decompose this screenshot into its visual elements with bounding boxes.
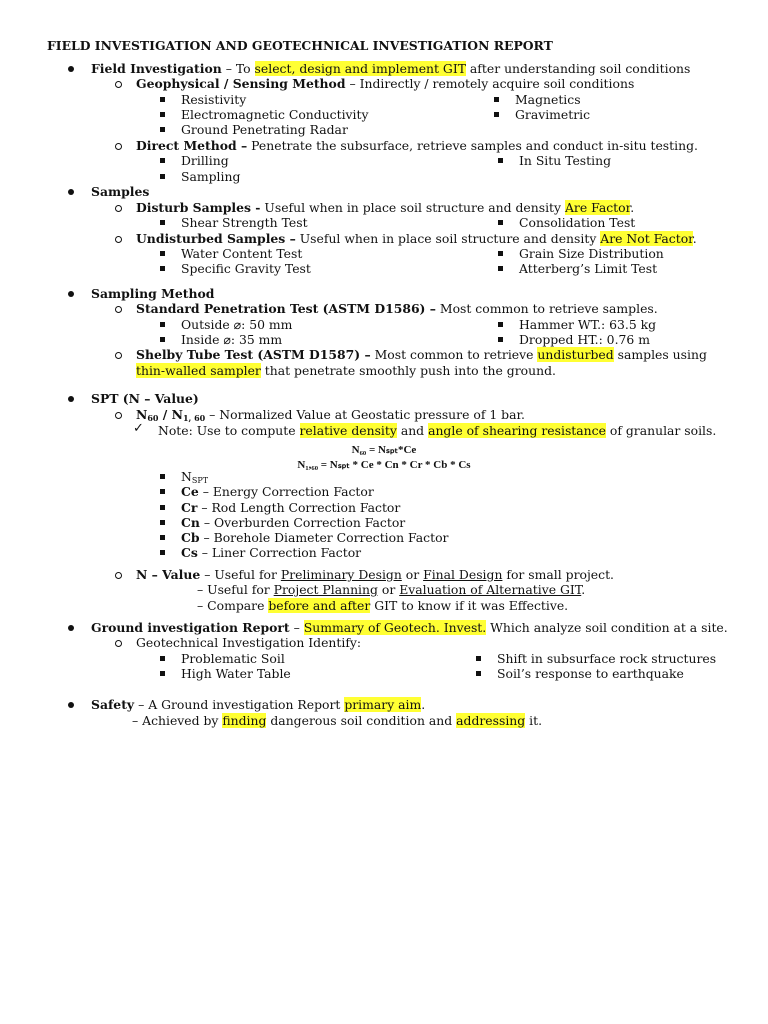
equation-n160: N₁,₆₀ = Nₛₚₜ * Ce * Cn * Cr * Cb * Cs <box>297 459 471 471</box>
n60-label-n: N <box>136 407 148 422</box>
safety-text: – Achieved by <box>132 713 223 728</box>
nvalue-underline-4: Evaluation of Alternative GIT <box>399 582 582 597</box>
direct-method-rest: Penetrate the subsurface, retrieve samples and conduct in-situ testing. <box>247 138 698 153</box>
square-bullet-icon <box>476 656 481 661</box>
square-bullet-icon <box>160 127 165 132</box>
geophysical-label: Geophysical / Sensing Method <box>136 76 346 91</box>
n60-sub-60: 60 <box>147 413 159 423</box>
note-mid: and <box>396 423 429 438</box>
circle-bullet-icon <box>115 236 122 243</box>
nvalue-text: . <box>581 582 586 597</box>
list-item: Shear Strength Test <box>181 215 308 230</box>
list-item: Magnetics <box>515 92 581 107</box>
disturb-samples-line <box>136 200 634 215</box>
list-item: Ground Penetrating Radar <box>181 122 348 137</box>
disturb-rest: Useful when in place soil structure and density <box>260 200 565 215</box>
factor-description: – Overburden Correction Factor <box>199 515 406 530</box>
shelby-line-1 <box>136 347 707 362</box>
square-bullet-icon <box>160 656 165 661</box>
square-bullet-icon <box>160 158 165 163</box>
shelby-rest-3: that penetrate smoothly push into the ground. <box>260 363 556 378</box>
shelby-highlight-1: undisturbed <box>537 347 614 362</box>
factor-description: – Energy Correction Factor <box>198 484 374 499</box>
nvalue-line-1 <box>136 567 614 582</box>
list-item: Grain Size Distribution <box>519 246 664 261</box>
list-item: Gravimetric <box>515 107 591 122</box>
ground-report-line <box>91 620 728 635</box>
factor-symbol: Cn <box>181 515 200 530</box>
circle-bullet-icon <box>115 143 122 150</box>
factor-symbol: Cs <box>181 545 198 560</box>
safety-rest: – A Ground investigation Report <box>134 697 345 712</box>
nvalue-underline-3: Project Planning <box>273 582 378 597</box>
n60-sub-160: 1, 60 <box>182 413 206 423</box>
nvalue-underline-2: Final Design <box>423 567 503 582</box>
undisturbed-rest: Useful when in place soil structure and density <box>295 231 601 246</box>
list-item: Sampling <box>181 169 241 184</box>
bullet-icon <box>68 189 74 195</box>
field-investigation-label: Field Investigation <box>91 61 222 76</box>
direct-method-label: Direct Method – <box>136 138 248 153</box>
safety-label: Safety <box>91 697 135 712</box>
circle-bullet-icon <box>115 306 122 313</box>
nvalue-line-3 <box>197 598 568 613</box>
n60-label-mid: / N <box>158 407 183 422</box>
shelby-line-2 <box>136 363 556 378</box>
list-item: Water Content Test <box>181 246 303 261</box>
check-mark-icon: ✓ <box>133 421 144 436</box>
shelby-highlight-2: thin-walled sampler <box>136 363 261 378</box>
square-bullet-icon <box>160 505 165 510</box>
note-end: of granular soils. <box>605 423 717 438</box>
note-highlight-1: relative density <box>299 423 397 438</box>
bullet-icon <box>68 396 74 402</box>
square-bullet-icon <box>160 174 165 179</box>
list-item: Soil’s response to earthquake <box>497 666 684 681</box>
circle-bullet-icon <box>115 412 122 419</box>
field-investigation-rest: after understanding soil conditions <box>465 61 691 76</box>
nvalue-label: N – Value <box>136 567 201 582</box>
shelby-rest-2: samples using <box>613 347 707 362</box>
list-item: Hammer WT.: 63.5 kg <box>519 317 657 332</box>
list-item: In Situ Testing <box>519 153 612 168</box>
safety-end: . <box>421 697 426 712</box>
list-item: Drilling <box>181 153 229 168</box>
list-item: High Water Table <box>181 666 291 681</box>
nvalue-text: or <box>377 582 400 597</box>
factor-symbol: Cb <box>181 530 200 545</box>
nvalue-text: – Useful for <box>197 582 274 597</box>
nspt-n: N <box>181 469 192 484</box>
spt-test-label: Standard Penetration Test (ASTM D1586) – <box>136 301 436 316</box>
undisturbed-samples-line <box>136 231 697 246</box>
list-item: Specific Gravity Test <box>181 261 311 276</box>
square-bullet-icon <box>160 671 165 676</box>
ground-report-dash: – <box>289 620 304 635</box>
list-item: Inside ⌀: 35 mm <box>181 332 283 347</box>
list-item: Outside ⌀: 50 mm <box>181 317 293 332</box>
bullet-icon <box>68 291 74 297</box>
square-bullet-icon <box>160 474 165 479</box>
circle-bullet-icon <box>115 205 122 212</box>
nvalue-text: – Useful for <box>200 567 281 582</box>
bullet-icon <box>68 625 74 631</box>
list-item: Resistivity <box>181 92 247 107</box>
square-bullet-icon <box>160 337 165 342</box>
safety-line <box>91 697 425 712</box>
square-bullet-icon <box>160 112 165 117</box>
geophysical-rest: – Indirectly / remotely acquire soil conditions <box>345 76 635 91</box>
geophysical-line <box>136 76 634 91</box>
disturb-end: . <box>630 200 635 215</box>
factor-description: – Borehole Diameter Correction Factor <box>199 530 449 545</box>
square-bullet-icon <box>498 251 503 256</box>
nvalue-line-2 <box>197 582 585 597</box>
square-bullet-icon <box>498 220 503 225</box>
square-bullet-icon <box>160 220 165 225</box>
ground-report-highlight: Summary of Geotech. Invest. <box>303 620 487 635</box>
shelby-label: Shelby Tube Test (ASTM D1587) – <box>136 347 371 362</box>
circle-bullet-icon <box>115 572 122 579</box>
factor-item-cb <box>181 530 448 545</box>
square-bullet-icon <box>160 266 165 271</box>
equation-n60: N₆₀ = Nₛₚₜ*Ce <box>351 444 417 456</box>
square-bullet-icon <box>160 489 165 494</box>
square-bullet-icon <box>160 322 165 327</box>
ground-report-label: Ground investigation Report <box>91 620 290 635</box>
page-title: FIELD INVESTIGATION AND GEOTECHNICAL INVESTIGATION REPORT <box>47 38 553 53</box>
safety-text: it. <box>525 713 543 728</box>
list-item: Problematic Soil <box>181 651 285 666</box>
square-bullet-icon <box>160 550 165 555</box>
factor-symbol: Ce <box>181 484 199 499</box>
ground-report-rest: Which analyze soil condition at a site. <box>486 620 728 635</box>
bullet-icon <box>68 66 74 72</box>
square-bullet-icon <box>494 97 499 102</box>
factor-item-cr <box>181 500 400 515</box>
nvalue-text: – Compare <box>197 598 269 613</box>
factor-description: – Rod Length Correction Factor <box>197 500 401 515</box>
geotech-identify-label: Geotechnical Investigation Identify: <box>136 635 362 650</box>
undisturbed-highlight: Are Not Factor <box>600 231 693 246</box>
nvalue-underline-1: Preliminary Design <box>280 567 402 582</box>
samples-label: Samples <box>91 184 150 199</box>
list-item: Consolidation Test <box>519 215 636 230</box>
square-bullet-icon <box>160 251 165 256</box>
factor-description: – Liner Correction Factor <box>197 545 362 560</box>
safety-highlight: primary aim <box>344 697 422 712</box>
circle-bullet-icon <box>115 81 122 88</box>
square-bullet-icon <box>476 671 481 676</box>
disturb-highlight: Are Factor <box>564 200 631 215</box>
list-item: Atterberg’s Limit Test <box>519 261 658 276</box>
square-bullet-icon <box>498 322 503 327</box>
safety-highlight-2: addressing <box>456 713 526 728</box>
square-bullet-icon <box>494 112 499 117</box>
bullet-icon <box>68 702 74 708</box>
direct-method-line <box>136 138 698 153</box>
square-bullet-icon <box>498 337 503 342</box>
undisturbed-label: Undisturbed Samples – <box>136 231 296 246</box>
nvalue-text: GIT to know if it was Effective. <box>370 598 569 613</box>
nspt-sub: SPT <box>191 476 209 485</box>
field-investigation-highlight: select, design and implement GIT <box>254 61 466 76</box>
list-item: Electromagnetic Conductivity <box>181 107 369 122</box>
circle-bullet-icon <box>115 640 122 647</box>
square-bullet-icon <box>498 158 503 163</box>
field-investigation-dash: – To <box>221 61 255 76</box>
sampling-method-label: Sampling Method <box>91 286 215 301</box>
safety-highlight-1: finding <box>222 713 267 728</box>
note-prefix: Note: Use to compute <box>158 423 300 438</box>
spt-value-label: SPT (N – Value) <box>91 391 199 406</box>
note-line <box>158 423 716 438</box>
list-item: Shift in subsurface rock structures <box>497 651 717 666</box>
square-bullet-icon <box>498 266 503 271</box>
square-bullet-icon <box>160 520 165 525</box>
nspt-item <box>181 469 208 484</box>
factor-item-cs <box>181 545 361 560</box>
field-investigation-line <box>91 61 690 76</box>
safety-line-2 <box>132 713 542 728</box>
undisturbed-end: . <box>692 231 697 246</box>
spt-test-line <box>136 301 658 316</box>
square-bullet-icon <box>160 535 165 540</box>
nvalue-text: or <box>401 567 424 582</box>
shelby-rest: Most common to retrieve <box>370 347 538 362</box>
safety-text: dangerous soil condition and <box>266 713 457 728</box>
square-bullet-icon <box>160 97 165 102</box>
factor-symbol: Cr <box>181 500 198 515</box>
nvalue-highlight: before and after <box>268 598 371 613</box>
spt-test-rest: Most common to retrieve samples. <box>435 301 658 316</box>
factor-item-cn <box>181 515 405 530</box>
n60-rest: – Normalized Value at Geostatic pressure of 1 bar. <box>205 407 525 422</box>
n60-line <box>136 407 525 422</box>
list-item: Dropped HT.: 0.76 m <box>519 332 650 347</box>
nvalue-text: for small project. <box>502 567 614 582</box>
factor-item-ce <box>181 484 374 499</box>
circle-bullet-icon <box>115 352 122 359</box>
note-highlight-2: angle of shearing resistance <box>428 423 606 438</box>
disturb-label: Disturb Samples - <box>136 200 261 215</box>
